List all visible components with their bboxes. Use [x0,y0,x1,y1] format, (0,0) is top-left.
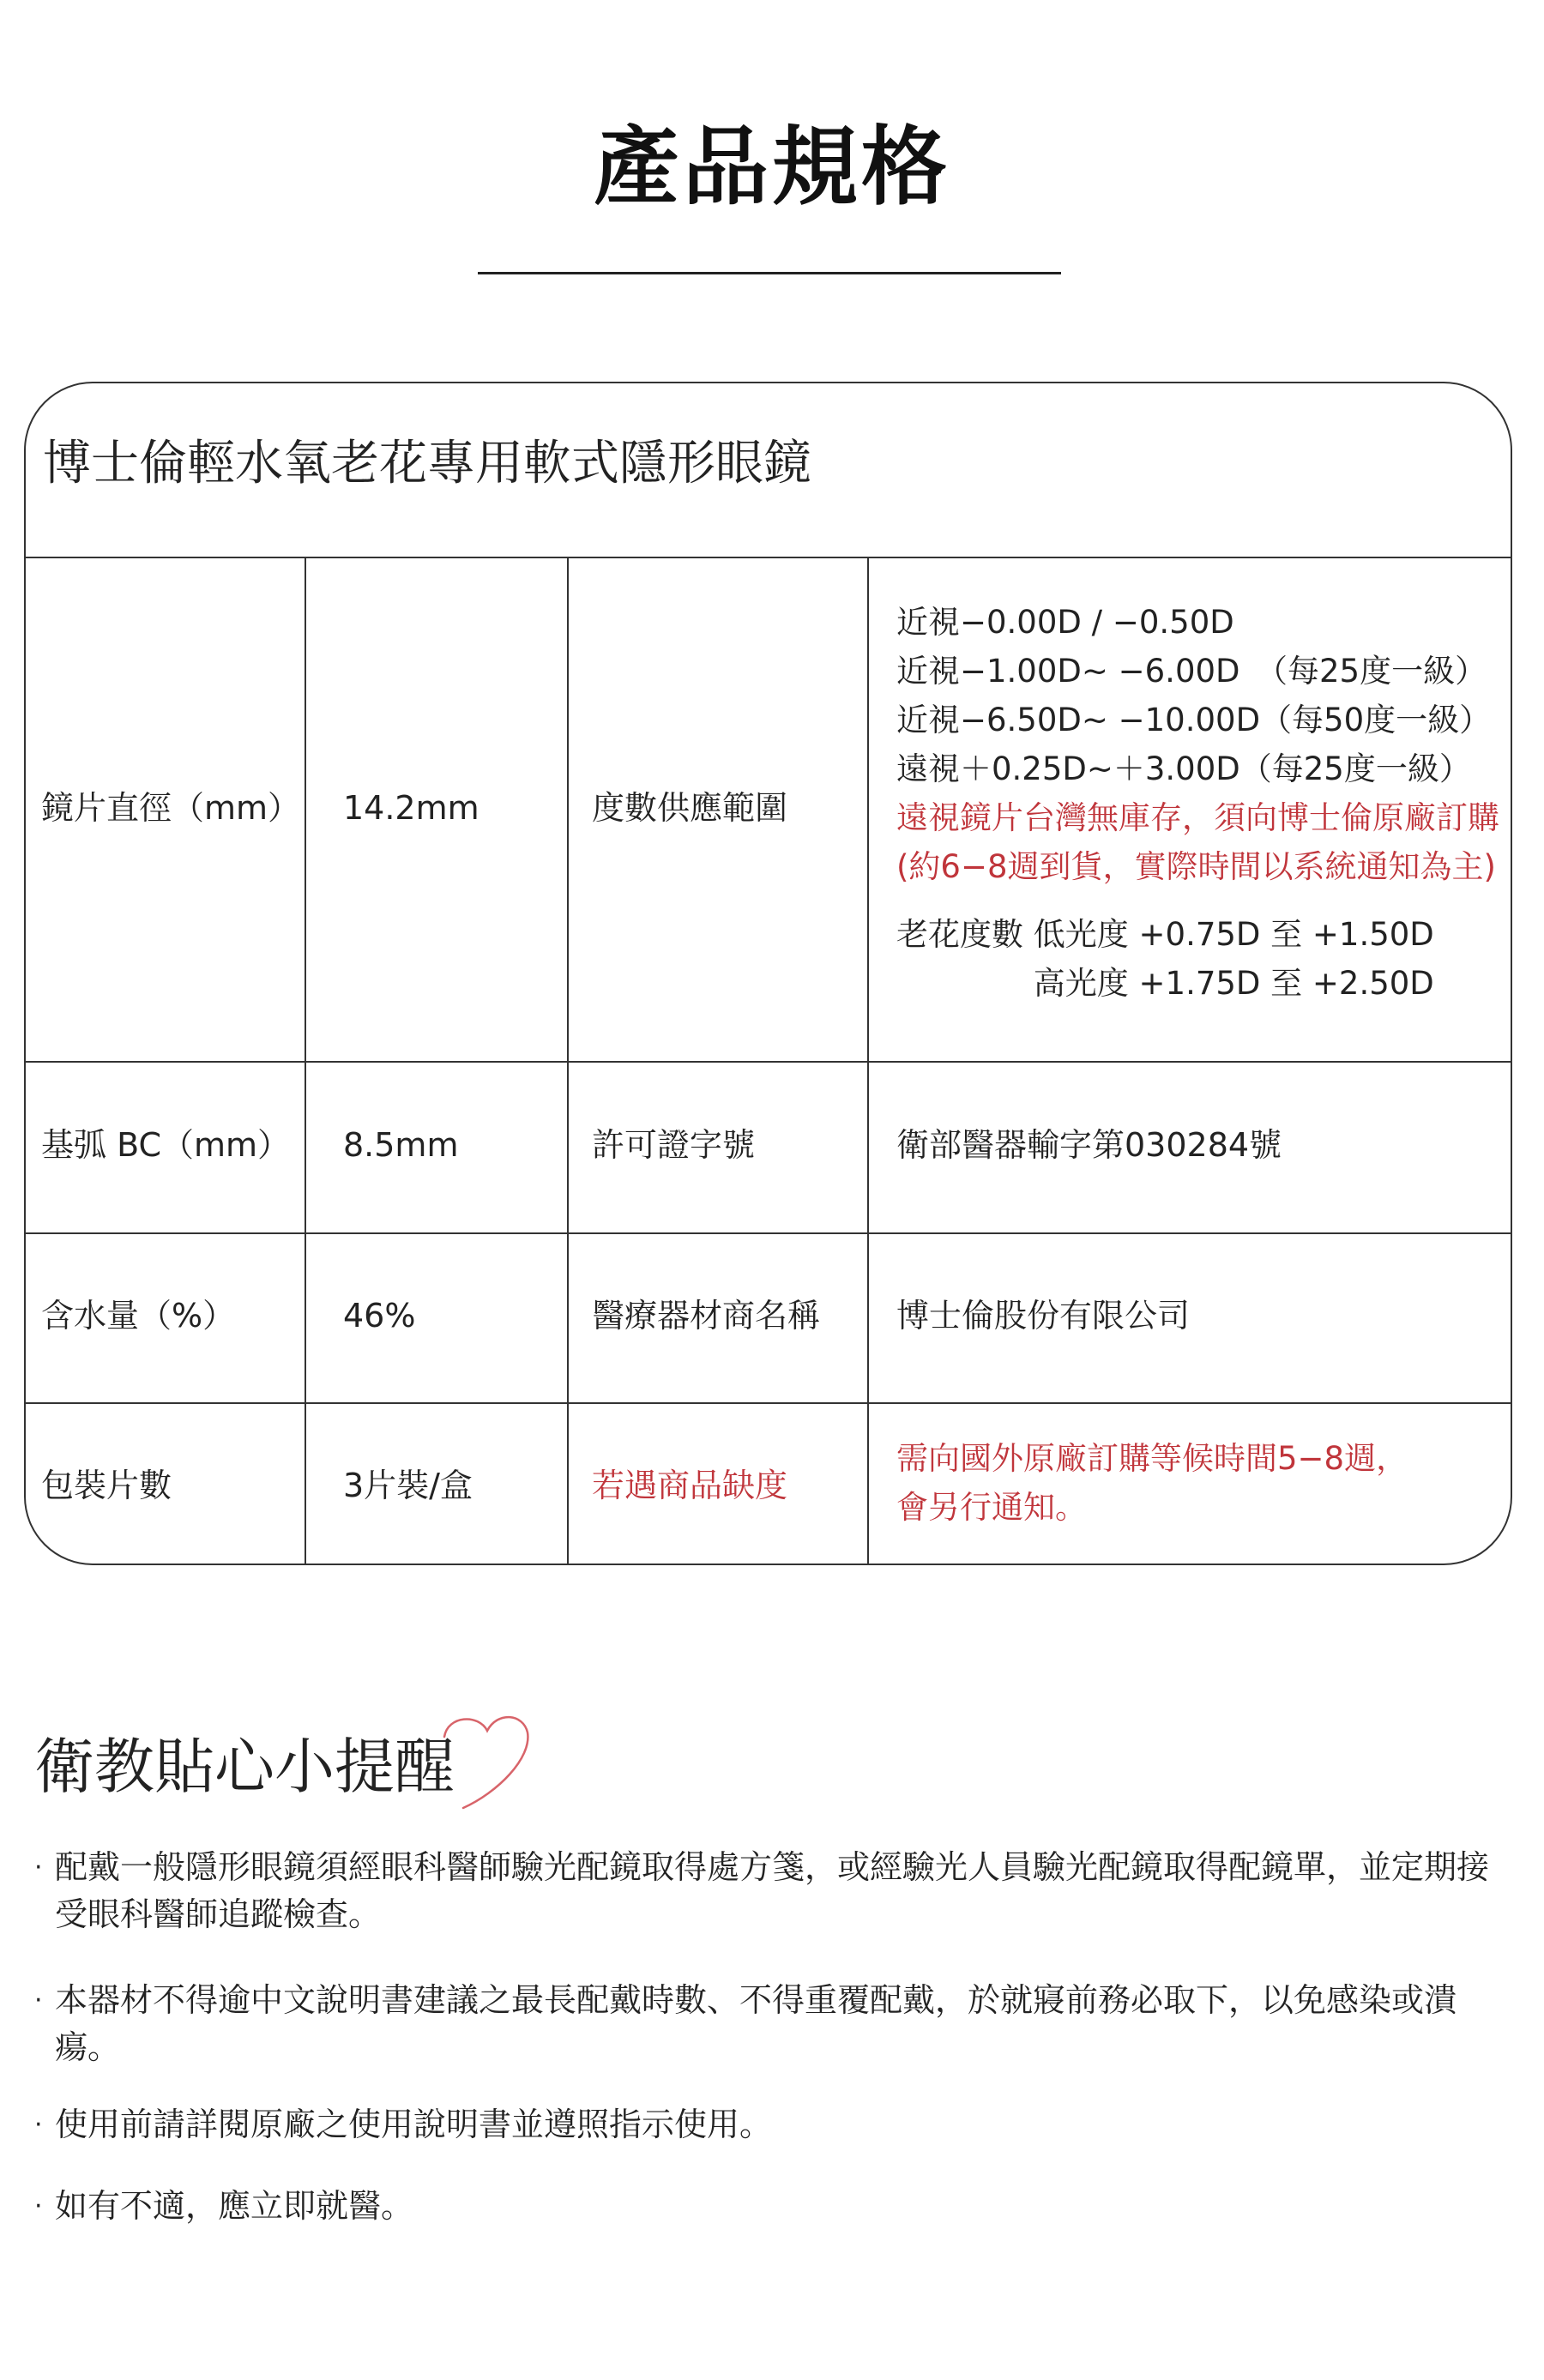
spec-label-bc: 基弧 BC（mm） [41,1126,291,1164]
spec-label-license: 許可證字號 [592,1126,756,1164]
bullet-icon: · [34,1985,43,2015]
table-divider [867,557,869,1565]
table-divider [567,557,569,1565]
spec-label-range: 度數供應範圍 [592,789,788,827]
tip-item [34,1844,1510,1938]
spec-label-water: 含水量（%） [41,1297,236,1335]
spec-value-pack: 3片裝/盒 [343,1467,473,1504]
table-divider [26,557,1511,558]
heart-outline-icon [429,1707,540,1818]
spec-value-shortage [896,1434,1408,1532]
tip-text: 本器材不得逾中文說明書建議之最長配戴時數、不得重覆配戴，於就寢前務必取下，以免感染或潰瘍。 [55,1981,1457,2066]
presbyopia-line: 老花度數 低光度 +0.75D 至 +1.50D [896,916,1434,953]
spec-value-bc: 8.5mm [343,1126,459,1164]
table-divider [26,1232,1511,1234]
tip-item [34,1977,1510,2071]
range-note: (約6−8週到貨，實際時間以系統通知為主) [896,848,1496,885]
range-line: 近視−0.00D / −0.50D [896,604,1234,641]
spec-value-water: 46% [343,1297,416,1335]
spec-label-diameter: 鏡片直徑（mm） [41,789,301,827]
spec-label-pack: 包裝片數 [41,1467,172,1504]
spec-value-range [896,598,1499,1008]
spec-value-diameter: 14.2mm [343,789,479,827]
range-line: 近視−6.50D~ −10.00D（每50度一級） [896,702,1492,738]
range-line: 近視−1.00D~ −6.00D （每25度一級） [896,653,1487,690]
bullet-icon: · [34,2191,43,2221]
spec-table [24,382,1512,1565]
bullet-icon: · [34,2110,43,2140]
spec-label-vendor: 醫療器材商名稱 [592,1297,821,1335]
tip-item [34,2183,1510,2230]
spec-value-license: 衛部醫器輸字第030284號 [896,1126,1282,1164]
tip-text: 使用前請詳閱原廠之使用說明書並遵照指示使用。 [55,2106,773,2143]
bullet-icon: · [34,1853,43,1883]
tips-title: 衛教貼心小提醒 [34,1732,455,1802]
presbyopia-line: 高光度 +1.75D 至 +2.50D [896,965,1434,1002]
spec-value-vendor: 博士倫股份有限公司 [896,1297,1191,1335]
range-line: 遠視＋0.25D~＋3.00D（每25度一級） [896,750,1471,787]
product-name: 博士倫輕水氧老花專用軟式隱形眼鏡 [43,436,811,491]
spec-label-shortage: 若遇商品缺度 [592,1467,788,1504]
page-title: 產品規格 [594,117,950,217]
range-note: 遠視鏡片台灣無庫存，須向博士倫原廠訂購 [896,799,1499,836]
table-divider [26,1402,1511,1404]
tip-text: 如有不適，應立即就醫。 [55,2187,414,2225]
table-divider [26,1061,1511,1063]
shortage-line: 需向國外原廠訂購等候時間5−8週， [896,1440,1408,1477]
shortage-line: 會另行通知。 [896,1489,1087,1526]
table-divider [305,557,306,1565]
title-divider [478,272,1061,274]
tip-item [34,2101,1510,2148]
tip-text: 配戴一般隱形眼鏡須經眼科醫師驗光配鏡取得處方箋，或經驗光人員驗光配鏡取得配鏡單，並定期接受眼科醫師追蹤檢查。 [55,1848,1490,1933]
